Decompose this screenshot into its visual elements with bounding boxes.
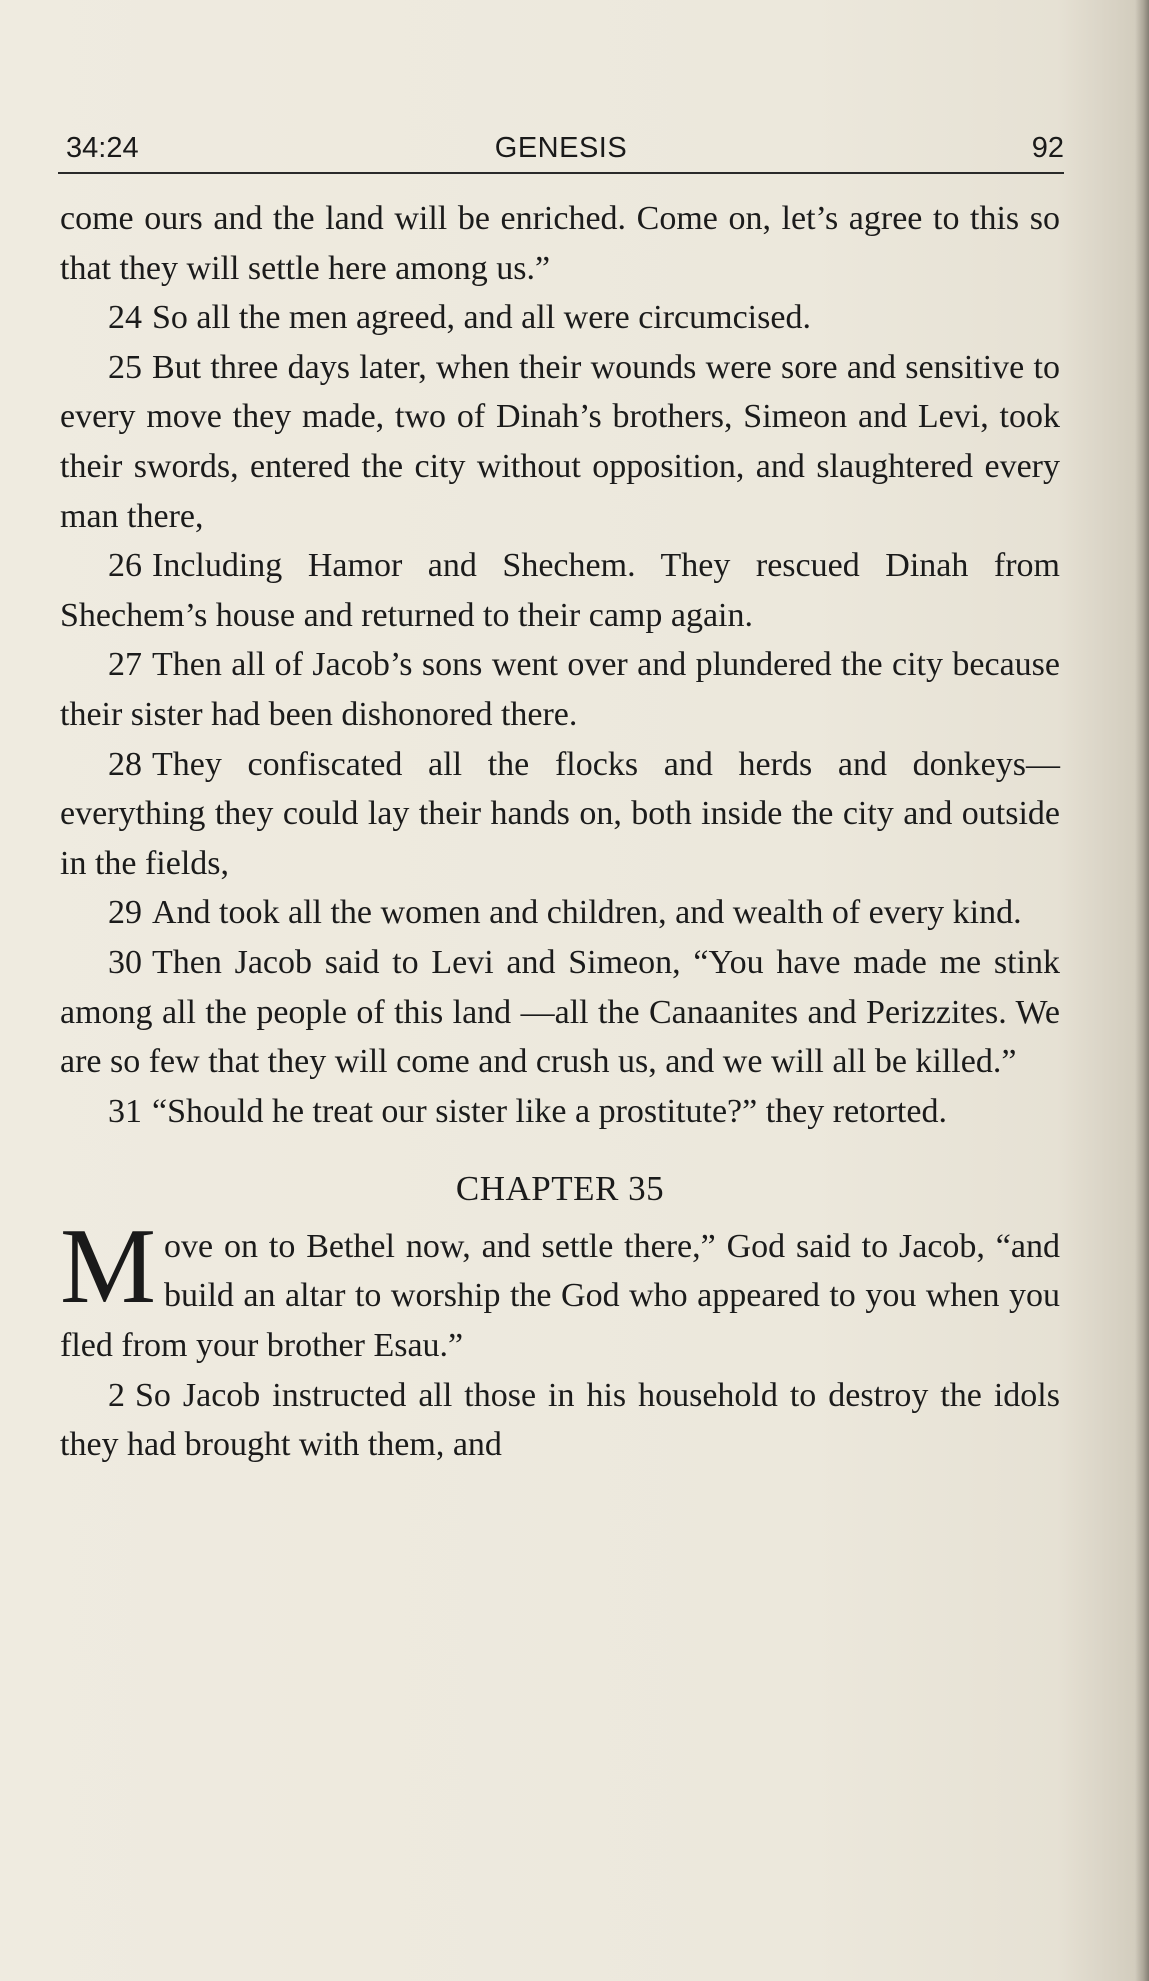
running-head-reference: 34:24 (66, 132, 139, 164)
page-edge-shadow (1135, 0, 1149, 1981)
verse-text: Including Hamor and Shechem. They rescued Dinah from Shechem’s house and returned to their camp again. (60, 547, 1060, 634)
verse-paragraph (60, 888, 1060, 938)
body-text (60, 194, 1060, 1470)
verse-text: So Jacob instructed all those in his household to destroy the idols they had brought with them, and (60, 1376, 1060, 1464)
verse-number: 2 (108, 1376, 125, 1414)
verse-paragraph (60, 541, 1060, 640)
verse-text: So all the men agreed, and all were circumcised. (152, 299, 811, 337)
chapter-opening-paragraph (60, 1206, 1060, 1371)
verse-text: “Should he treat our sister like a prostitute?” they retorted. (152, 1092, 947, 1130)
verse-paragraph (60, 1371, 1060, 1470)
verse-paragraph (60, 740, 1060, 889)
verse-text: But three days later, when their wounds were sore and sensitive to every move they made, two of Dinah’s brothers, Simeon and Levi, took their swords, entered the city without opposition, and slaughtered every man there, (60, 348, 1060, 535)
verse-number: 28 (108, 745, 142, 783)
verse-number: 31 (108, 1092, 142, 1130)
verse-paragraph (60, 293, 1060, 343)
verse-text: And took all the women and children, and wealth of every kind. (152, 894, 1022, 932)
chapter-opening-text: ove on to Bethel now, and settle there,” God said to Jacob, “and build an altar to worship the God who appeared to you when you fled from your brother Esau.” (60, 1227, 1060, 1365)
verse-paragraph (60, 343, 1060, 541)
chapter-heading: CHAPTER 35 (455, 1169, 665, 1209)
running-head-book-title: GENESIS (494, 132, 628, 164)
verse-number: 25 (108, 348, 142, 386)
verse-text: Then Jacob said to Levi and Simeon, “You have made me stink among all the people of this land —all the Canaanites and Perizzites. We are so few that they will come and crush us, and we will all be killed.” (60, 943, 1060, 1081)
verse-paragraph (60, 938, 1060, 1087)
verse-paragraph (60, 1087, 1060, 1137)
verse-text: Then all of Jacob’s sons went over and plundered the city because their sister had been dishonored there. (60, 646, 1060, 733)
paragraph-continued (60, 194, 1060, 293)
paragraph-text: come ours and the land will be enriched. Come on, let’s agree to this so that they will settle here among us.” (60, 200, 1060, 287)
drop-cap: M (60, 1206, 157, 1326)
verse-text: They confiscated all the flocks and herds and donkeys—everything they could lay their hands on, both inside the city and outside in the fields, (60, 745, 1060, 882)
verse-number: 29 (108, 894, 142, 932)
verse-number: 24 (108, 299, 142, 337)
verse-number: 27 (108, 646, 142, 684)
verse-number: 26 (108, 547, 142, 585)
verse-number: 30 (108, 943, 142, 981)
page-number: 92 (1031, 132, 1064, 164)
verse-paragraph (60, 640, 1060, 739)
running-head (58, 128, 1064, 174)
